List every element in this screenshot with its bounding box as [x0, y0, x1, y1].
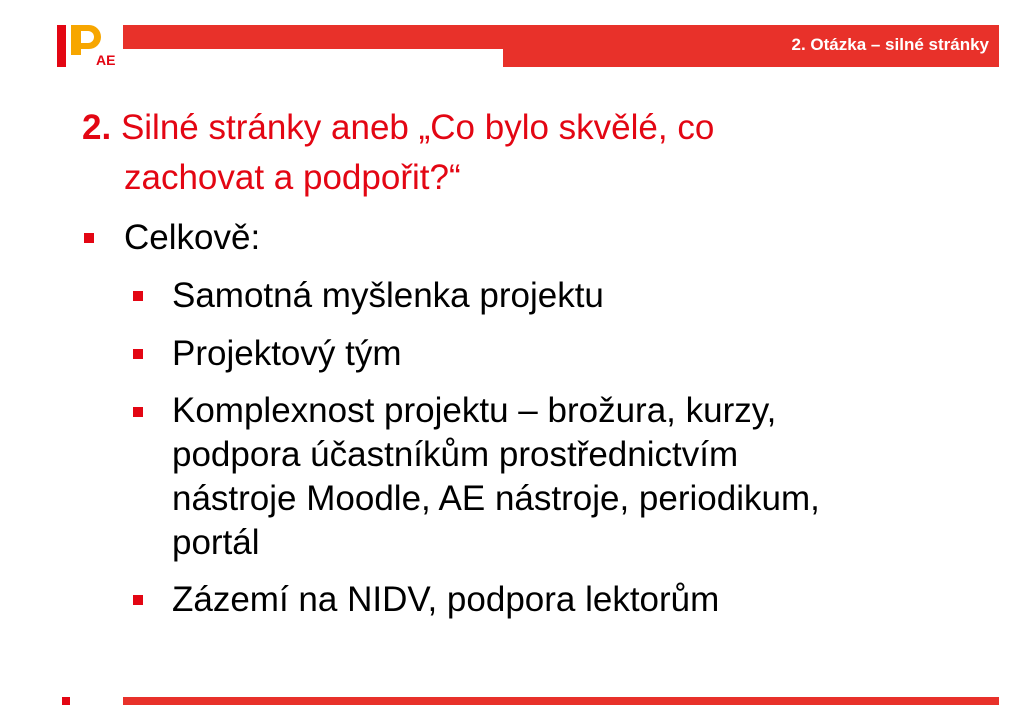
bullet-list: [82, 215, 982, 635]
logo-bar: [57, 25, 66, 67]
slide-heading: [82, 103, 962, 203]
list-item: [82, 331, 982, 377]
list-item-text: Komplexnost projektu – brožura, kurzy, podpora účastníkům prostřednictvím nástroje Moodle, AE nástroje, periodikum, portál: [172, 391, 820, 562]
header-white-cutout: [123, 49, 503, 67]
list-item: [82, 273, 982, 319]
square-bullet-icon: [133, 349, 143, 359]
list-item-text: Zázemí na NIDV, podpora lektorům: [172, 580, 720, 619]
list-item-text: Celkově:: [124, 218, 261, 257]
list-item-text: Samotná myšlenka projektu: [172, 276, 604, 315]
heading-line1: Silné stránky aneb „Co bylo skvělé, co: [120, 108, 715, 147]
square-bullet-icon: [133, 407, 143, 417]
logo: [57, 25, 123, 69]
square-bullet-icon: [133, 291, 143, 301]
list-item: [82, 389, 982, 565]
logo-ae-text: AE: [96, 52, 116, 68]
square-bullet-icon: [84, 233, 94, 243]
logo-p-mark: [71, 25, 107, 55]
heading-line2: zachovat a podpořit?“: [124, 158, 461, 197]
list-item-level1: [82, 215, 982, 261]
heading-number: 2.: [82, 108, 112, 147]
list-item-text: Projektový tým: [172, 334, 402, 373]
header-title: 2. Otázka – silné stránky: [791, 35, 989, 54]
square-bullet-icon: [133, 595, 143, 605]
footer-bar: [123, 697, 999, 705]
footer-square: [62, 697, 70, 705]
list-item: [82, 577, 982, 623]
